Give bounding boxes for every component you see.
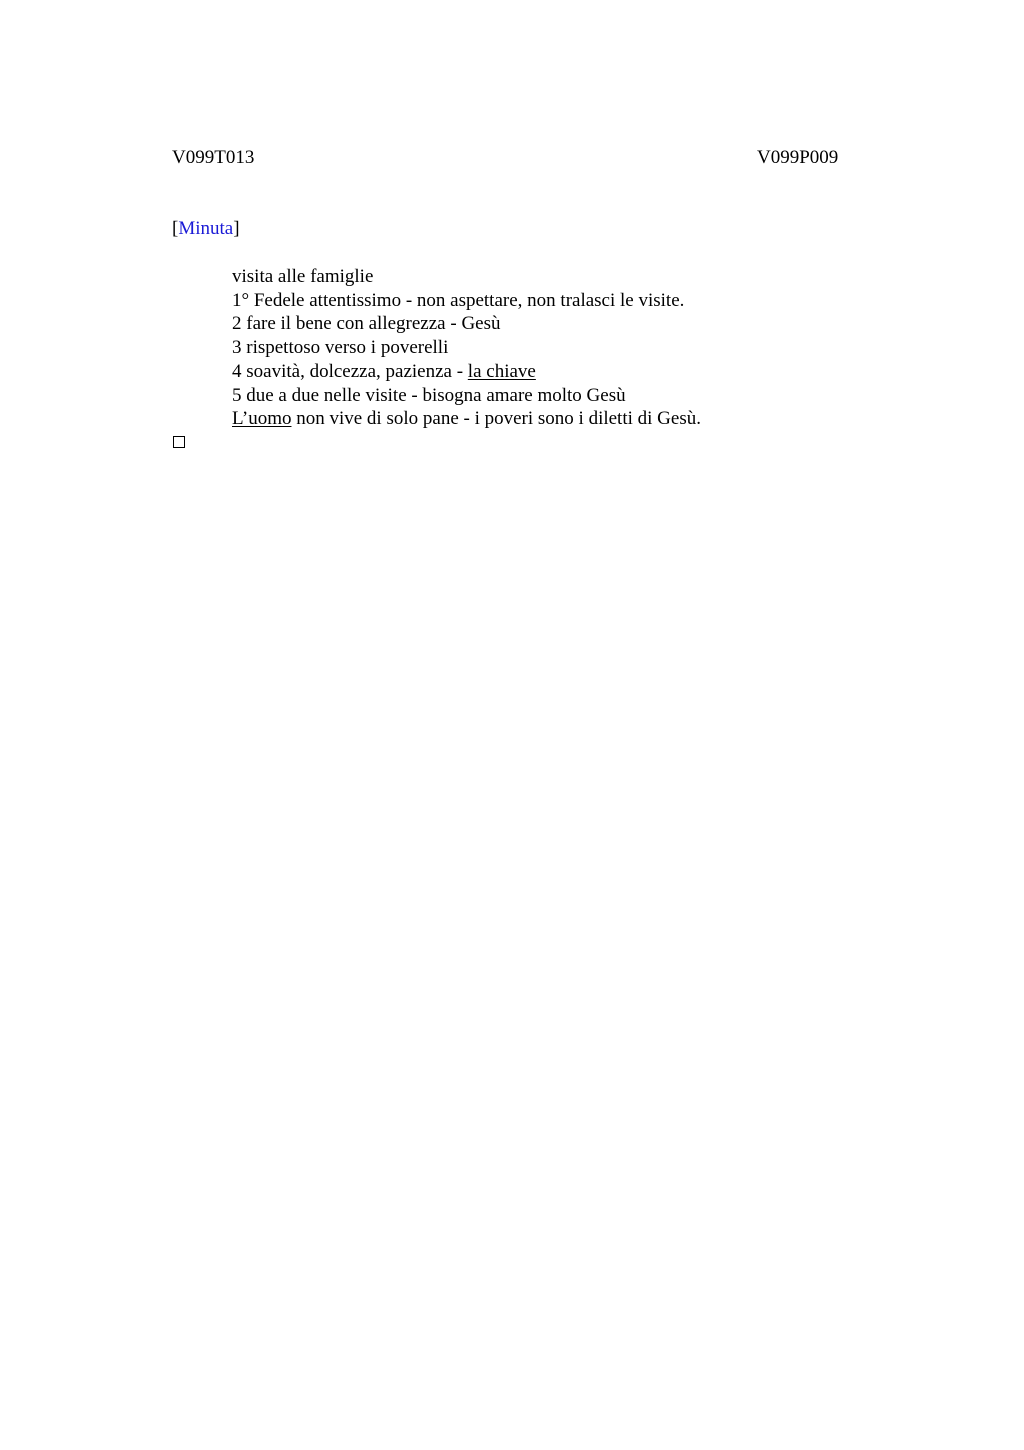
- underlined-text: L’uomo: [232, 408, 292, 430]
- note-line: [232, 360, 701, 384]
- line-text: 5 due a due nelle visite - bisogna amare molto Gesù: [232, 384, 626, 406]
- line-text: non vive di solo pane - i poveri sono i diletti di Gesù.: [291, 408, 701, 430]
- line-text: visita alle famiglie: [232, 266, 374, 287]
- note-lines: [232, 265, 701, 431]
- note-line: [232, 384, 701, 408]
- section-label: [172, 218, 240, 240]
- note-line: [232, 336, 701, 360]
- note-line: [232, 289, 701, 313]
- section-tag: Minuta: [178, 218, 234, 239]
- close-bracket: ]: [233, 218, 240, 239]
- note-line: [232, 265, 701, 289]
- note-line: [232, 407, 701, 431]
- note-line: [232, 312, 701, 336]
- line-text: 4 soavità, dolcezza, pazienza -: [232, 360, 468, 382]
- open-bracket: [: [172, 218, 179, 239]
- underlined-text: la chiave: [467, 360, 536, 382]
- line-text: 3 rispettoso verso i poverelli: [232, 337, 449, 359]
- document-code-left: V099T013: [172, 147, 255, 168]
- square-outline-icon: [173, 436, 185, 448]
- document-code-right: V099P009: [757, 147, 839, 168]
- line-text: 2 fare il bene con allegrezza - Gesù: [232, 313, 501, 335]
- line-text: 1° Fedele attentissimo - non aspettare, non tralasci le visite.: [232, 289, 685, 311]
